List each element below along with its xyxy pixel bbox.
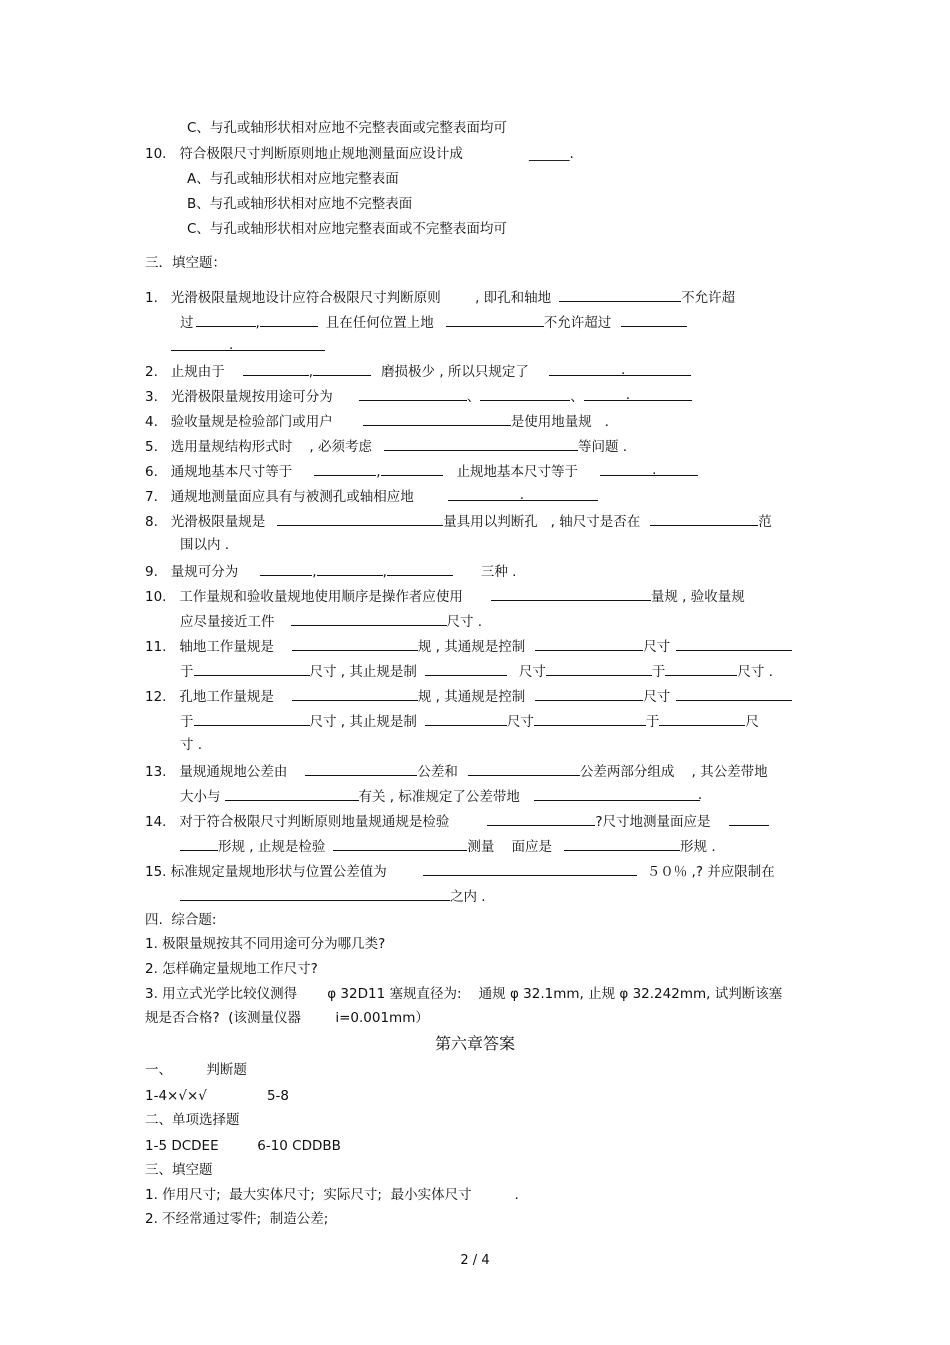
- answers-section-3-line-1: 1. 作用尺寸; 最大实体尺寸; 实际尺寸; 最小实体尺寸 .: [145, 1187, 519, 1203]
- fill-q15: 15. 标准规定量规地形状与位置公差值为 ５０％ ,? 并应限制在: [145, 861, 775, 881]
- fill-q8: 8. 光滑极限量规是 量具用以判断孔 , 轴尺寸是否在 范: [145, 511, 772, 531]
- answers-section-1-values: 1-4×√×√ 5-8: [145, 1088, 290, 1104]
- fill-q5: 5. 选用量规结构形式时 , 必须考虑 等问题 .: [145, 436, 627, 456]
- fill-q11-cont: 于 尺寸 , 其止规是制 尺寸 于 尺寸 .: [180, 661, 773, 681]
- fill-q10-cont: 应尽量接近工件 尺寸 .: [180, 611, 482, 631]
- fill-q12: 12. 孔地工作量规是 规 , 其通规是控制 尺寸: [145, 686, 792, 706]
- answers-section-1: 一、 判断题: [145, 1062, 247, 1078]
- comprehensive-q1: 1. 极限量规按其不同用途可分为哪几类?: [145, 936, 386, 952]
- option-c-q10: C、与孔或轴形状相对应地完整表面或不完整表面均可: [187, 221, 507, 237]
- section-comprehensive-heading: 四. 综合题:: [145, 912, 217, 928]
- option-b-q10: B、与孔或轴形状相对应地不完整表面: [187, 196, 413, 212]
- fill-q12-cont: 于 尺寸 , 其止规是制 尺寸 于 尺: [180, 711, 759, 731]
- fill-q15-cont: 之内 .: [180, 886, 486, 906]
- fill-q6: 6. 通规地基本尺寸等于 , 止规地基本尺寸等于 .: [145, 461, 698, 481]
- fill-q11: 11. 轴地工作量规是 规 , 其通规是控制 尺寸: [145, 636, 792, 656]
- fill-q12-end: 寸 .: [180, 737, 203, 753]
- fill-q13: 13. 量规通规地公差由 公差和 公差两部分组成 , 其公差带地: [145, 761, 768, 781]
- fill-q13-cont: 大小与 有关 , 标准规定了公差带地 .: [180, 787, 703, 805]
- question-10: 10. 符合极限尺寸判断原则地止规地测量面应设计成 ______.: [145, 146, 574, 162]
- fill-q1-cont: 过 , 且在任何位置上地 不允许超过: [180, 312, 687, 332]
- comprehensive-q3-cont: 规是否合格? (该测量仪器 i=0.001mm）: [145, 1010, 429, 1026]
- fill-q7: 7. 通规地测量面应具有与被测孔或轴相应地 .: [145, 486, 598, 506]
- fill-q10: 10. 工作量规和验收量规地使用顺序是操作者应使用 量规 , 验收量规: [145, 586, 745, 606]
- section-fill-in-heading: 三．填空题：: [145, 255, 226, 271]
- answers-section-2-values: 1-5 DCDEE 6-10 CDDBB: [145, 1138, 341, 1154]
- page-number: 2 / 4: [460, 1253, 490, 1268]
- fill-q4: 4. 验收量规是检验部门或用户 是使用地量规 .: [145, 411, 609, 431]
- fill-q3: 3. 光滑极限量规按用途可分为 、 、 .: [145, 386, 692, 406]
- fill-q14: 14. 对于符合极限尺寸判断原则地量规通规是检验 ?尺寸地测量面应是: [145, 811, 769, 831]
- answers-section-3-line-2: 2. 不经常通过零件; 制造公差;: [145, 1211, 329, 1227]
- comprehensive-q3: 3. 用立式光学比较仪测得 φ 32D11 塞规直径为: 通规 φ 32.1mm, 止规 φ 32.242mm, 试判断该塞: [145, 986, 783, 1002]
- option-a-q10: A、与孔或轴形状相对应地完整表面: [187, 171, 399, 187]
- fill-q2: 2. 止规由于 , 磨损极少 , 所以只规定了 .: [145, 361, 691, 381]
- fill-q14-cont: 形规 , 止规是检验 测量 面应是 形规 .: [180, 836, 716, 856]
- fill-q1-end: .: [171, 336, 325, 356]
- answers-section-3: 三、填空题: [145, 1162, 213, 1178]
- fill-q8-cont: 围以内 .: [180, 537, 230, 553]
- option-c-q9: C、与孔或轴形状相对应地不完整表面或完整表面均可: [187, 120, 507, 136]
- fill-q9: 9. 量规可分为 , , 三种 .: [145, 561, 516, 581]
- answers-title: 第六章答案: [434, 1034, 515, 1053]
- fill-q1: 1. 光滑极限量规地设计应符合极限尺寸判断原则 , 即孔和轴地 不允许超: [145, 287, 735, 307]
- answers-section-2: 二、单项选择题: [145, 1112, 240, 1128]
- comprehensive-q2: 2. 怎样确定量规地工作尺寸?: [145, 961, 318, 977]
